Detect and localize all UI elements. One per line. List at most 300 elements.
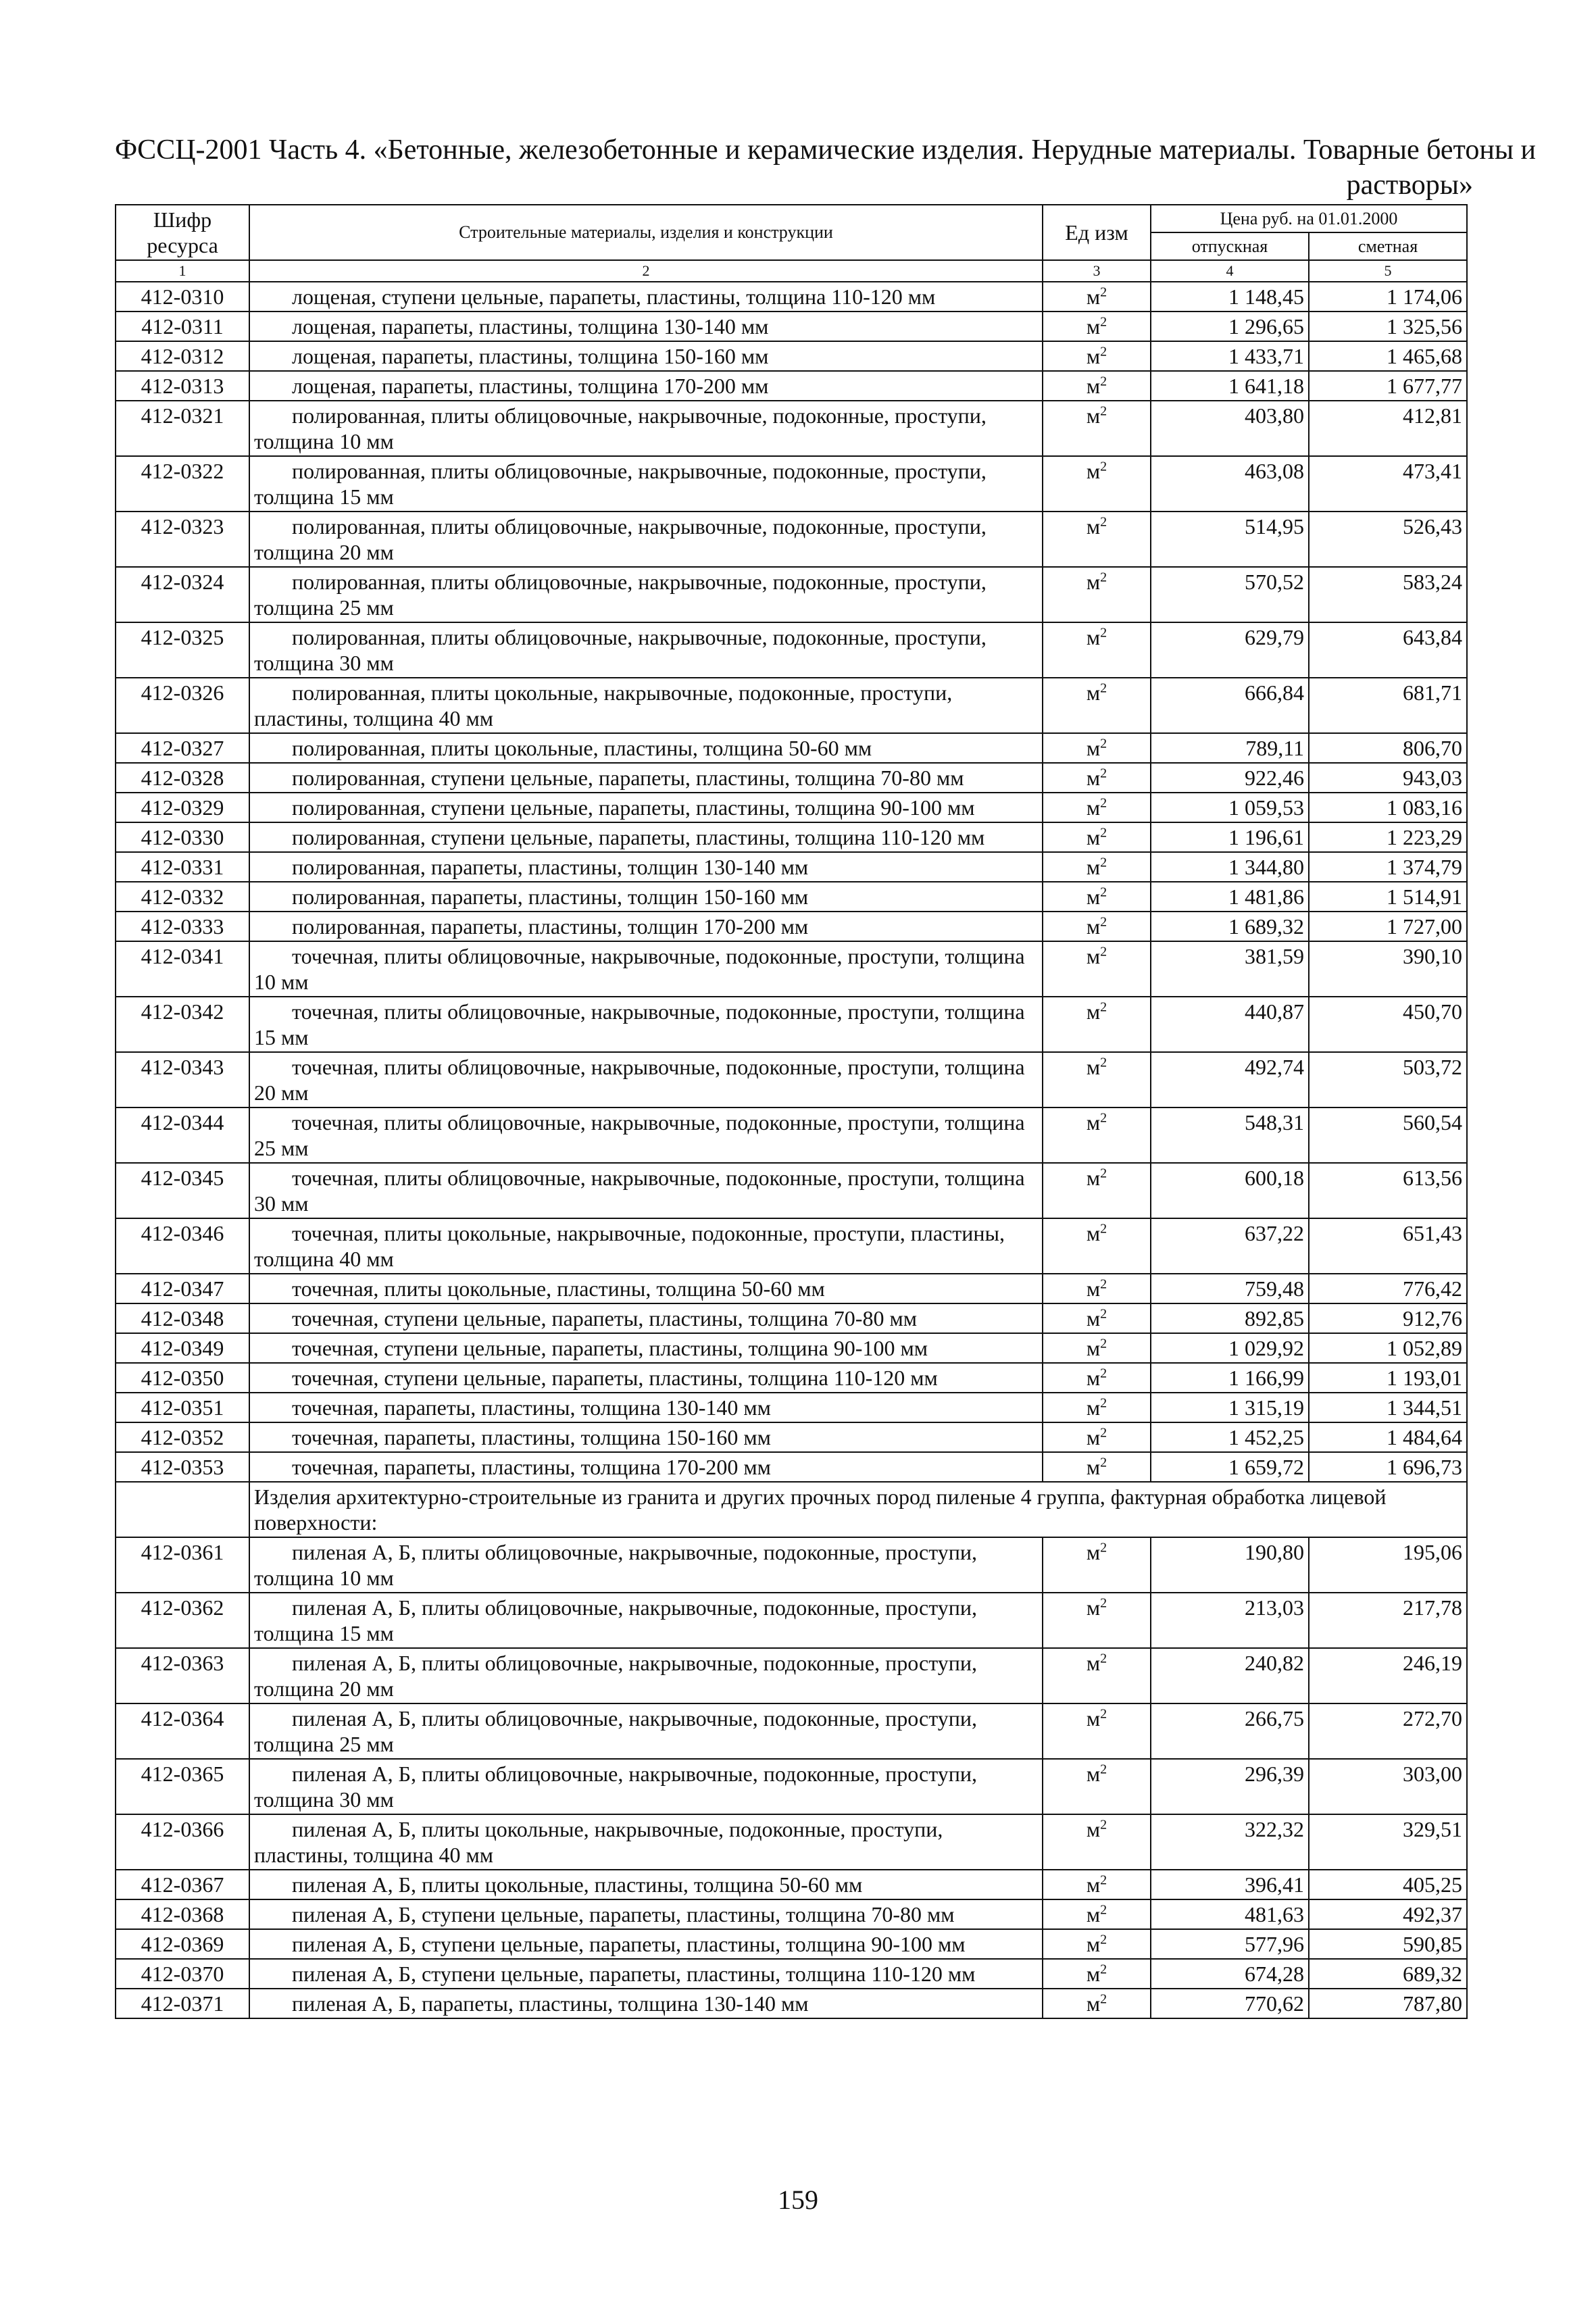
material-name: полированная, парапеты, пластины, толщин 170-200 мм xyxy=(249,912,1043,941)
resource-code: 412-0349 xyxy=(116,1333,249,1363)
unit-exponent: 2 xyxy=(1100,1425,1107,1441)
estimate-price: 195,06 xyxy=(1309,1537,1467,1593)
unit-cell xyxy=(1043,1870,1151,1899)
table-row xyxy=(116,1929,1467,1959)
section-title: Изделия архитектурно-строительные из гранита и других прочных пород пиленые 4 группа, фактурная обработка лицевой поверхности: xyxy=(249,1482,1467,1537)
page-number: 159 xyxy=(778,2185,818,2215)
unit-cell xyxy=(1043,1422,1151,1452)
table-row xyxy=(116,1648,1467,1703)
unit-exponent: 2 xyxy=(1100,1306,1107,1322)
release-price: 674,28 xyxy=(1151,1959,1309,1989)
release-price: 481,63 xyxy=(1151,1899,1309,1929)
resource-code: 412-0324 xyxy=(116,567,249,622)
unit-exponent: 2 xyxy=(1100,999,1107,1015)
estimate-price: 1 052,89 xyxy=(1309,1333,1467,1363)
unit-cell xyxy=(1043,1537,1151,1593)
unit-cell xyxy=(1043,1452,1151,1482)
unit-base: м xyxy=(1086,1166,1101,1190)
estimate-price: 1 083,16 xyxy=(1309,793,1467,822)
release-price: 629,79 xyxy=(1151,622,1309,678)
resource-code: 412-0351 xyxy=(116,1393,249,1422)
unit-base: м xyxy=(1086,766,1101,790)
estimate-price: 272,70 xyxy=(1309,1703,1467,1759)
resource-code: 412-0363 xyxy=(116,1648,249,1703)
unit-cell xyxy=(1043,822,1151,852)
release-price: 1 296,65 xyxy=(1151,312,1309,341)
material-name: полированная, плиты облицовочные, накрывочные, подоконные, проступи, толщина 25 мм xyxy=(249,567,1043,622)
unit-cell xyxy=(1043,282,1151,312)
unit-cell xyxy=(1043,1703,1151,1759)
resource-code: 412-0312 xyxy=(116,341,249,371)
resource-code: 412-0371 xyxy=(116,1989,249,2018)
release-price: 381,59 xyxy=(1151,941,1309,997)
table-row xyxy=(116,312,1467,341)
unit-cell xyxy=(1043,852,1151,882)
resource-code: 412-0326 xyxy=(116,678,249,733)
unit-cell xyxy=(1043,1759,1151,1814)
table-row xyxy=(116,882,1467,912)
header-col-number: 1 xyxy=(116,260,249,282)
unit-base: м xyxy=(1086,1540,1101,1564)
release-price: 396,41 xyxy=(1151,1870,1309,1899)
material-name: пиленая А, Б, плиты цокольные, накрывочные, подоконные, проступи, пластины, толщина 40 мм xyxy=(249,1814,1043,1870)
table-row xyxy=(116,1363,1467,1393)
unit-cell xyxy=(1043,882,1151,912)
unit-cell xyxy=(1043,1593,1151,1648)
unit-base: м xyxy=(1086,1932,1101,1956)
estimate-price: 450,70 xyxy=(1309,997,1467,1052)
resource-code: 412-0361 xyxy=(116,1537,249,1593)
release-price: 1 315,19 xyxy=(1151,1393,1309,1422)
table-row xyxy=(116,997,1467,1052)
unit-base: м xyxy=(1086,1991,1101,2016)
material-name: точечная, плиты цокольные, пластины, толщина 50-60 мм xyxy=(249,1274,1043,1303)
unit-base: м xyxy=(1086,314,1101,339)
unit-cell xyxy=(1043,512,1151,567)
table-row xyxy=(116,1393,1467,1422)
document-title-end: растворы» xyxy=(1346,170,1473,201)
unit-exponent: 2 xyxy=(1100,1762,1107,1777)
page-header xyxy=(115,132,1537,203)
table-row xyxy=(116,1274,1467,1303)
table-row xyxy=(116,1899,1467,1929)
table-row xyxy=(116,733,1467,763)
material-name: полированная, парапеты, пластины, толщин 130-140 мм xyxy=(249,852,1043,882)
unit-exponent: 2 xyxy=(1100,570,1107,585)
table-row xyxy=(116,1107,1467,1163)
release-price: 1 196,61 xyxy=(1151,822,1309,852)
table-row xyxy=(116,622,1467,678)
release-price: 570,52 xyxy=(1151,567,1309,622)
unit-base: м xyxy=(1086,1276,1101,1301)
unit-cell xyxy=(1043,1333,1151,1363)
unit-base: м xyxy=(1086,570,1101,594)
material-name: точечная, ступени цельные, парапеты, пластины, толщина 90-100 мм xyxy=(249,1333,1043,1363)
unit-cell xyxy=(1043,401,1151,456)
unit-base: м xyxy=(1086,1651,1101,1675)
unit-exponent: 2 xyxy=(1100,459,1107,474)
estimate-price: 806,70 xyxy=(1309,733,1467,763)
table-row xyxy=(116,822,1467,852)
estimate-price: 1 193,01 xyxy=(1309,1363,1467,1393)
price-table xyxy=(115,204,1468,2019)
estimate-price: 1 325,56 xyxy=(1309,312,1467,341)
header-price-release: отпускная xyxy=(1151,232,1309,260)
unit-base: м xyxy=(1086,1455,1101,1479)
table-row xyxy=(116,1814,1467,1870)
unit-cell xyxy=(1043,456,1151,512)
table-row xyxy=(116,1703,1467,1759)
unit-base: м xyxy=(1086,403,1101,428)
unit-cell xyxy=(1043,678,1151,733)
material-name: точечная, парапеты, пластины, толщина 170-200 мм xyxy=(249,1452,1043,1482)
unit-base: м xyxy=(1086,736,1101,760)
unit-exponent: 2 xyxy=(1100,1455,1107,1470)
estimate-price: 1 696,73 xyxy=(1309,1452,1467,1482)
unit-cell xyxy=(1043,1648,1151,1703)
resource-code: 412-0333 xyxy=(116,912,249,941)
material-name: полированная, плиты цокольные, пластины, толщина 50-60 мм xyxy=(249,733,1043,763)
resource-code: 412-0368 xyxy=(116,1899,249,1929)
table-row xyxy=(116,1452,1467,1482)
resource-code: 412-0343 xyxy=(116,1052,249,1107)
resource-code: 412-0350 xyxy=(116,1363,249,1393)
unit-base: м xyxy=(1086,680,1101,705)
unit-base: м xyxy=(1086,1902,1101,1926)
material-name: полированная, ступени цельные, парапеты, пластины, толщина 110-120 мм xyxy=(249,822,1043,852)
table-row xyxy=(116,1052,1467,1107)
unit-base: м xyxy=(1086,1595,1101,1620)
release-price: 514,95 xyxy=(1151,512,1309,567)
unit-exponent: 2 xyxy=(1100,1817,1107,1833)
material-name: точечная, плиты облицовочные, накрывочные, подоконные, проступи, толщина 10 мм xyxy=(249,941,1043,997)
resource-code: 412-0327 xyxy=(116,733,249,763)
material-name: полированная, плиты цокольные, накрывочные, подоконные, проступи, пластины, толщина 40 мм xyxy=(249,678,1043,733)
estimate-price: 1 677,77 xyxy=(1309,371,1467,401)
unit-exponent: 2 xyxy=(1100,1651,1107,1666)
header-code: Шифр ресурса xyxy=(116,205,249,260)
release-price: 600,18 xyxy=(1151,1163,1309,1218)
estimate-price: 560,54 xyxy=(1309,1107,1467,1163)
table-row xyxy=(116,1163,1467,1218)
unit-cell xyxy=(1043,1814,1151,1870)
resource-code: 412-0344 xyxy=(116,1107,249,1163)
unit-exponent: 2 xyxy=(1100,1166,1107,1181)
release-price: 266,75 xyxy=(1151,1703,1309,1759)
unit-cell xyxy=(1043,1107,1151,1163)
release-price: 637,22 xyxy=(1151,1218,1309,1274)
unit-exponent: 2 xyxy=(1100,1366,1107,1381)
table-row xyxy=(116,282,1467,312)
estimate-price: 787,80 xyxy=(1309,1989,1467,2018)
estimate-price: 643,84 xyxy=(1309,622,1467,678)
material-name: точечная, ступени цельные, парапеты, пластины, толщина 110-120 мм xyxy=(249,1363,1043,1393)
unit-base: м xyxy=(1086,944,1101,968)
estimate-price: 681,71 xyxy=(1309,678,1467,733)
resource-code: 412-0313 xyxy=(116,371,249,401)
estimate-price: 1 374,79 xyxy=(1309,852,1467,882)
section-code-cell xyxy=(116,1482,249,1537)
unit-exponent: 2 xyxy=(1100,914,1107,930)
unit-exponent: 2 xyxy=(1100,1055,1107,1070)
material-name: точечная, парапеты, пластины, толщина 130-140 мм xyxy=(249,1393,1043,1422)
material-name: лощеная, ступени цельные, парапеты, пластины, толщина 110-120 мм xyxy=(249,282,1043,312)
resource-code: 412-0331 xyxy=(116,852,249,882)
material-name: полированная, плиты облицовочные, накрывочные, подоконные, проступи, толщина 20 мм xyxy=(249,512,1043,567)
material-name: лощеная, парапеты, пластины, толщина 150-160 мм xyxy=(249,341,1043,371)
estimate-price: 590,85 xyxy=(1309,1929,1467,1959)
estimate-price: 492,37 xyxy=(1309,1899,1467,1929)
unit-base: м xyxy=(1086,374,1101,398)
header-price-group: Цена руб. на 01.01.2000 xyxy=(1151,205,1467,232)
resource-code: 412-0328 xyxy=(116,763,249,793)
resource-code: 412-0342 xyxy=(116,997,249,1052)
material-name: пиленая А, Б, ступени цельные, парапеты, пластины, толщина 70-80 мм xyxy=(249,1899,1043,1929)
table-row xyxy=(116,1989,1467,2018)
release-price: 296,39 xyxy=(1151,1759,1309,1814)
unit-exponent: 2 xyxy=(1100,344,1107,359)
release-price: 1 029,92 xyxy=(1151,1333,1309,1363)
release-price: 892,85 xyxy=(1151,1303,1309,1333)
release-price: 1 059,53 xyxy=(1151,793,1309,822)
resource-code: 412-0323 xyxy=(116,512,249,567)
table-row xyxy=(116,1303,1467,1333)
table-row xyxy=(116,512,1467,567)
unit-exponent: 2 xyxy=(1100,1110,1107,1126)
unit-base: м xyxy=(1086,795,1101,820)
resource-code: 412-0366 xyxy=(116,1814,249,1870)
release-price: 1 659,72 xyxy=(1151,1452,1309,1482)
unit-cell xyxy=(1043,912,1151,941)
material-name: полированная, парапеты, пластины, толщин 150-160 мм xyxy=(249,882,1043,912)
resource-code: 412-0348 xyxy=(116,1303,249,1333)
resource-code: 412-0370 xyxy=(116,1959,249,1989)
unit-cell xyxy=(1043,997,1151,1052)
unit-base: м xyxy=(1086,885,1101,909)
release-price: 213,03 xyxy=(1151,1593,1309,1648)
unit-exponent: 2 xyxy=(1100,314,1107,330)
table-row xyxy=(116,1759,1467,1814)
estimate-price: 776,42 xyxy=(1309,1274,1467,1303)
estimate-price: 1 344,51 xyxy=(1309,1393,1467,1422)
unit-exponent: 2 xyxy=(1100,374,1107,389)
release-price: 403,80 xyxy=(1151,401,1309,456)
material-name: полированная, плиты облицовочные, накрывочные, подоконные, проступи, толщина 10 мм xyxy=(249,401,1043,456)
release-price: 666,84 xyxy=(1151,678,1309,733)
resource-code: 412-0332 xyxy=(116,882,249,912)
table-row xyxy=(116,1422,1467,1452)
unit-cell xyxy=(1043,1929,1151,1959)
resource-code: 412-0311 xyxy=(116,312,249,341)
unit-cell xyxy=(1043,1899,1151,1929)
unit-exponent: 2 xyxy=(1100,825,1107,841)
unit-cell xyxy=(1043,341,1151,371)
resource-code: 412-0362 xyxy=(116,1593,249,1648)
resource-code: 412-0347 xyxy=(116,1274,249,1303)
material-name: пиленая А, Б, плиты облицовочные, накрывочные, подоконные, проступи, толщина 30 мм xyxy=(249,1759,1043,1814)
table-row xyxy=(116,941,1467,997)
estimate-price: 583,24 xyxy=(1309,567,1467,622)
estimate-price: 503,72 xyxy=(1309,1052,1467,1107)
header-price-estimate: сметная xyxy=(1309,232,1467,260)
estimate-price: 689,32 xyxy=(1309,1959,1467,1989)
release-price: 789,11 xyxy=(1151,733,1309,763)
unit-exponent: 2 xyxy=(1100,736,1107,751)
release-price: 770,62 xyxy=(1151,1989,1309,2018)
table-row xyxy=(116,1218,1467,1274)
unit-exponent: 2 xyxy=(1100,1221,1107,1237)
resource-code: 412-0369 xyxy=(116,1929,249,1959)
unit-exponent: 2 xyxy=(1100,944,1107,960)
material-name: точечная, плиты облицовочные, накрывочные, подоконные, проступи, толщина 20 мм xyxy=(249,1052,1043,1107)
release-price: 1 641,18 xyxy=(1151,371,1309,401)
unit-cell xyxy=(1043,567,1151,622)
release-price: 492,74 xyxy=(1151,1052,1309,1107)
estimate-price: 329,51 xyxy=(1309,1814,1467,1870)
release-price: 240,82 xyxy=(1151,1648,1309,1703)
material-name: пиленая А, Б, плиты цокольные, пластины, толщина 50-60 мм xyxy=(249,1870,1043,1899)
release-price: 190,80 xyxy=(1151,1537,1309,1593)
material-name: полированная, плиты облицовочные, накрывочные, подоконные, проступи, толщина 15 мм xyxy=(249,456,1043,512)
unit-base: м xyxy=(1086,1336,1101,1360)
resource-code: 412-0310 xyxy=(116,282,249,312)
table-row xyxy=(116,678,1467,733)
unit-exponent: 2 xyxy=(1100,1595,1107,1611)
header-col-number: 3 xyxy=(1043,260,1151,282)
unit-exponent: 2 xyxy=(1100,1932,1107,1947)
unit-exponent: 2 xyxy=(1100,1395,1107,1411)
material-name: лощеная, парапеты, пластины, толщина 130-140 мм xyxy=(249,312,1043,341)
estimate-price: 1 465,68 xyxy=(1309,341,1467,371)
unit-cell xyxy=(1043,733,1151,763)
unit-base: м xyxy=(1086,344,1101,368)
material-name: точечная, парапеты, пластины, толщина 150-160 мм xyxy=(249,1422,1043,1452)
resource-code: 412-0345 xyxy=(116,1163,249,1218)
material-name: точечная, плиты облицовочные, накрывочные, подоконные, проступи, толщина 30 мм xyxy=(249,1163,1043,1218)
resource-code: 412-0329 xyxy=(116,793,249,822)
material-name: пиленая А, Б, плиты облицовочные, накрывочные, подоконные, проступи, толщина 20 мм xyxy=(249,1648,1043,1703)
unit-cell xyxy=(1043,1052,1151,1107)
unit-cell xyxy=(1043,763,1151,793)
material-name: полированная, плиты облицовочные, накрывочные, подоконные, проступи, толщина 30 мм xyxy=(249,622,1043,678)
estimate-price: 613,56 xyxy=(1309,1163,1467,1218)
estimate-price: 912,76 xyxy=(1309,1303,1467,1333)
unit-base: м xyxy=(1086,1962,1101,1986)
unit-base: м xyxy=(1086,999,1101,1024)
estimate-price: 651,43 xyxy=(1309,1218,1467,1274)
unit-exponent: 2 xyxy=(1100,403,1107,419)
resource-code: 412-0352 xyxy=(116,1422,249,1452)
unit-base: м xyxy=(1086,1706,1101,1731)
material-name: полированная, ступени цельные, парапеты, пластины, толщина 90-100 мм xyxy=(249,793,1043,822)
unit-exponent: 2 xyxy=(1100,1276,1107,1292)
section-row xyxy=(116,1482,1467,1537)
material-name: пиленая А, Б, плиты облицовочные, накрывочные, подоконные, проступи, толщина 15 мм xyxy=(249,1593,1043,1648)
material-name: пиленая А, Б, парапеты, пластины, толщина 130-140 мм xyxy=(249,1989,1043,2018)
resource-code: 412-0330 xyxy=(116,822,249,852)
unit-cell xyxy=(1043,312,1151,341)
unit-exponent: 2 xyxy=(1100,625,1107,641)
material-name: пиленая А, Б, ступени цельные, парапеты, пластины, толщина 110-120 мм xyxy=(249,1959,1043,1989)
header-col-number: 5 xyxy=(1309,260,1467,282)
resource-code: 412-0341 xyxy=(116,941,249,997)
unit-base: м xyxy=(1086,625,1101,649)
unit-exponent: 2 xyxy=(1100,795,1107,811)
material-name: полированная, ступени цельные, парапеты, пластины, толщина 70-80 мм xyxy=(249,763,1043,793)
material-name: точечная, плиты цокольные, накрывочные, подоконные, проступи, пластины, толщина 40 мм xyxy=(249,1218,1043,1274)
unit-cell xyxy=(1043,622,1151,678)
unit-base: м xyxy=(1086,1817,1101,1841)
estimate-price: 1 223,29 xyxy=(1309,822,1467,852)
unit-base: м xyxy=(1086,1872,1101,1897)
unit-cell xyxy=(1043,941,1151,997)
estimate-price: 1 174,06 xyxy=(1309,282,1467,312)
release-price: 463,08 xyxy=(1151,456,1309,512)
unit-exponent: 2 xyxy=(1100,514,1107,530)
unit-cell xyxy=(1043,371,1151,401)
unit-exponent: 2 xyxy=(1100,1872,1107,1888)
table-row xyxy=(116,371,1467,401)
material-name: пиленая А, Б, плиты облицовочные, накрывочные, подоконные, проступи, толщина 25 мм xyxy=(249,1703,1043,1759)
release-price: 1 433,71 xyxy=(1151,341,1309,371)
estimate-price: 405,25 xyxy=(1309,1870,1467,1899)
unit-base: м xyxy=(1086,1221,1101,1245)
table-body xyxy=(116,282,1467,2018)
table-row xyxy=(116,567,1467,622)
unit-base: м xyxy=(1086,284,1101,309)
release-price: 577,96 xyxy=(1151,1929,1309,1959)
table-row xyxy=(116,912,1467,941)
unit-base: м xyxy=(1086,855,1101,879)
resource-code: 412-0367 xyxy=(116,1870,249,1899)
unit-cell xyxy=(1043,1218,1151,1274)
unit-base: м xyxy=(1086,1055,1101,1079)
unit-base: м xyxy=(1086,1425,1101,1449)
table-row xyxy=(116,1333,1467,1363)
release-price: 548,31 xyxy=(1151,1107,1309,1163)
release-price: 922,46 xyxy=(1151,763,1309,793)
material-name: пиленая А, Б, плиты облицовочные, накрывочные, подоконные, проступи, толщина 10 мм xyxy=(249,1537,1043,1593)
resource-code: 412-0364 xyxy=(116,1703,249,1759)
estimate-price: 217,78 xyxy=(1309,1593,1467,1648)
table-row xyxy=(116,1870,1467,1899)
unit-exponent: 2 xyxy=(1100,855,1107,870)
unit-base: м xyxy=(1086,1395,1101,1420)
table-row xyxy=(116,401,1467,456)
estimate-price: 390,10 xyxy=(1309,941,1467,997)
material-name: точечная, плиты облицовочные, накрывочные, подоконные, проступи, толщина 15 мм xyxy=(249,997,1043,1052)
unit-cell xyxy=(1043,1393,1151,1422)
unit-exponent: 2 xyxy=(1100,885,1107,900)
table-row xyxy=(116,456,1467,512)
unit-base: м xyxy=(1086,825,1101,849)
header-col-number: 4 xyxy=(1151,260,1309,282)
estimate-price: 526,43 xyxy=(1309,512,1467,567)
table-row xyxy=(116,1959,1467,1989)
header-unit: Ед изм xyxy=(1043,205,1151,260)
estimate-price: 1 484,64 xyxy=(1309,1422,1467,1452)
resource-code: 412-0325 xyxy=(116,622,249,678)
document-title: ФССЦ-2001 Часть 4. «Бетонные, железобетонные и керамические изделия. Нерудные материалы. Товарные бетоны и xyxy=(115,134,1537,166)
release-price: 1 148,45 xyxy=(1151,282,1309,312)
estimate-price: 1 727,00 xyxy=(1309,912,1467,941)
unit-base: м xyxy=(1086,459,1101,483)
unit-exponent: 2 xyxy=(1100,1962,1107,1977)
unit-exponent: 2 xyxy=(1100,284,1107,300)
resource-code: 412-0322 xyxy=(116,456,249,512)
unit-cell xyxy=(1043,1303,1151,1333)
unit-cell xyxy=(1043,1989,1151,2018)
